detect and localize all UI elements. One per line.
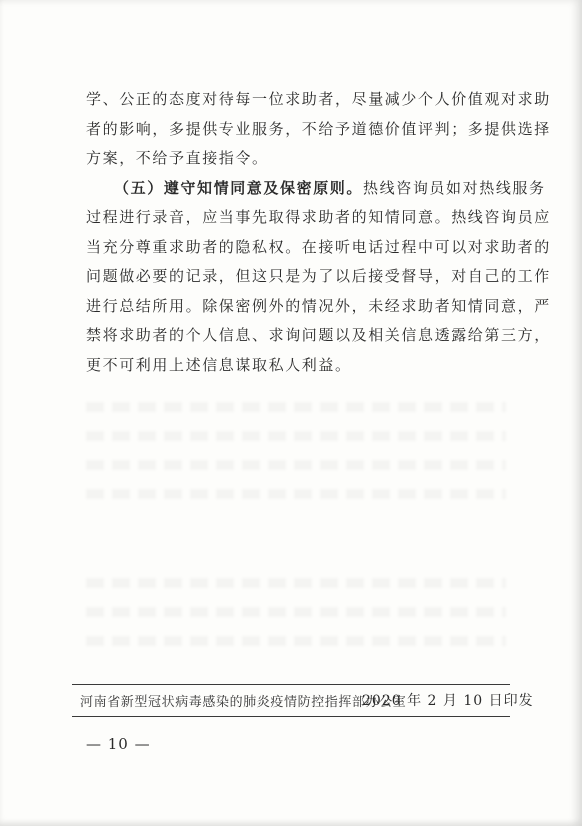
page-number: — 10 — [86, 735, 151, 753]
body-text [86, 85, 551, 380]
section-5-first-line [86, 174, 546, 204]
show-through-texture [86, 636, 506, 646]
show-through-texture [86, 578, 506, 588]
show-through-texture [86, 460, 506, 470]
footer-issuer: 河南省新型冠状病毒感染的肺炎疫情防控指挥部办公室 [80, 695, 407, 710]
section-5-heading: （五）遵守知情同意及保密原则。 [114, 178, 364, 197]
show-through-texture [86, 431, 506, 441]
text-line: 当充分尊重求助者的隐私权。在接听电话过程中可以对求助者的 [86, 237, 551, 256]
text-line: 问题做必要的记录，但这只是为了以后接受督导，对自己的工作 [86, 267, 551, 285]
footer-top-rule [72, 684, 510, 685]
text-line: 学、公正的态度对待每一位求助者，尽量减少个人价值观对求助 [86, 90, 551, 108]
text-line: 过程进行录音，应当事先取得求助者的知情同意。热线咨询员应 [86, 208, 551, 226]
footer-date: 2020 年 2 月 10 日印发 [362, 693, 534, 709]
section-5-first-line-rest: 热线咨询员如对热线服务 [363, 178, 546, 197]
text-line: 方案，不给予直接指令。 [86, 149, 269, 167]
text-line: 进行总结所用。除保密例外的情况外，未经求助者知情同意，严 [86, 296, 551, 315]
text-line: 者的影响，多提供专业服务，不给予道德价值评判；多提供选择 [86, 119, 551, 138]
show-through-texture [86, 402, 506, 412]
text-line: 禁将求助者的个人信息、求询问题以及相关信息透露给第三方， [86, 326, 551, 344]
show-through-texture [86, 607, 506, 617]
footer-bottom-rule [72, 716, 510, 717]
show-through-texture [86, 489, 506, 499]
text-line: 更不可利用上述信息谋取私人利益。 [86, 355, 352, 374]
